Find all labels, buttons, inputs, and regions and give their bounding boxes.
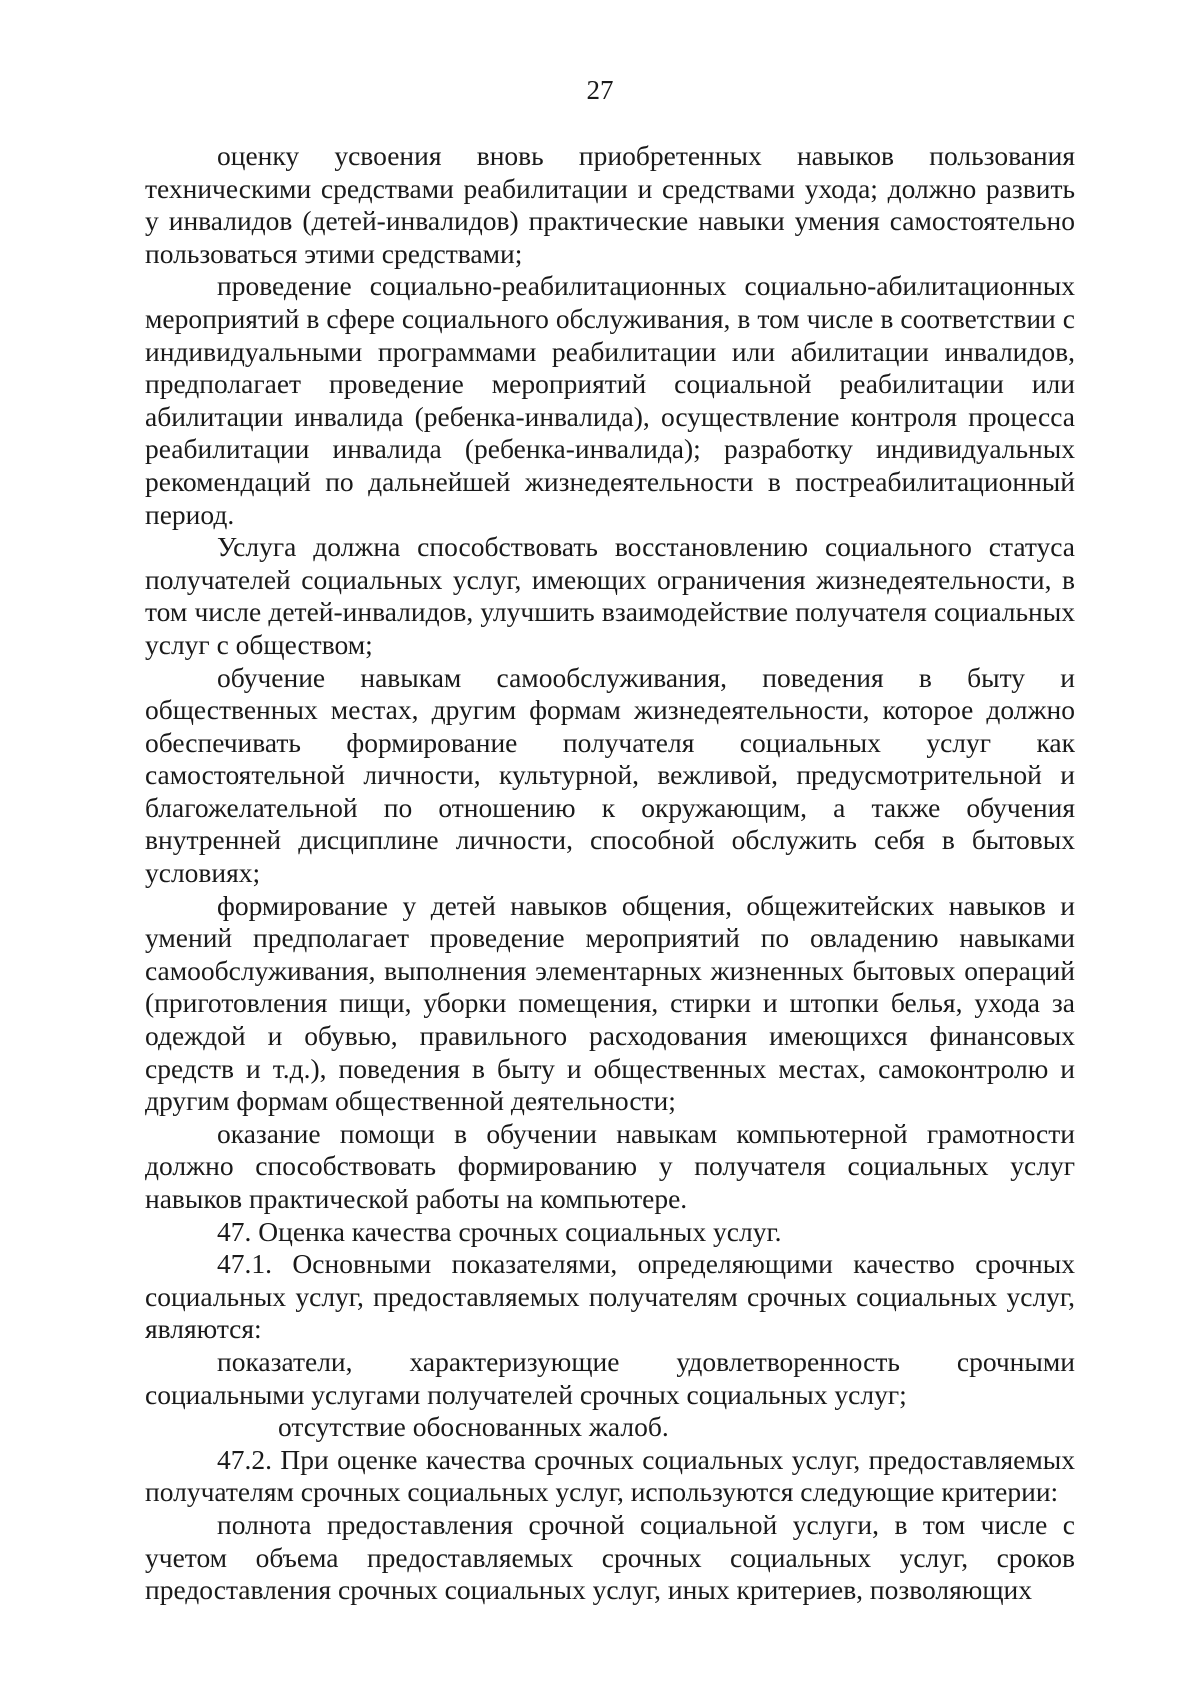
paragraph-rehabilitation-measures: проведение социально-реабилитационных социально-абилитационных мероприятий в сфере социального обслуживания, в том числе в соответствии с индивидуальными программами реабилитации или абилитации инвалидов, предполагает проведение мероприятий социальной реабилитации или абилитации инвалида (ребенка-инвалида), осуществление контроля процесса реабилитации инвалида (ребенка-инвалида); разработку индивидуальных рекомендаций по дальнейшей жизнедеятельности в постреабилитационный период. (145, 270, 1075, 530)
paragraph-children-communication-skills: формирование у детей навыков общения, общежитейских навыков и умений предполагает проведение мероприятий по овладению навыками самообслуживания, выполнения элементарных жизненных бытовых операций (приготовления пищи, уборки помещения, стирки и штопки белья, ухода за одеждой и обувью, правильного расходования имеющихся финансовых средств и т.д.), поведения в быту и общественных местах, самоконтролю и другим формам общественной деятельности; (145, 889, 1075, 1117)
paragraph-computer-literacy: оказание помощи в обучении навыкам компьютерной грамотности должно способствовать формированию у получателя социальных услуг навыков практической работы на компьютере. (145, 1117, 1075, 1214)
paragraph-social-status-restoration: Услуга должна способствовать восстановлению социального статуса получателей социальных услуг, имеющих ограничения жизнедеятельности, в том числе детей-инвалидов, улучшить взаимодействие получателя социальных услуг с обществом; (145, 531, 1075, 660)
paragraph-completeness-criteria: полнота предоставления срочной социальной услуги, в том числе с учетом объема предоставляемых срочных социальных услуг, сроков предоставления срочных социальных услуг, иных критериев, позволяющих (145, 1508, 1075, 1606)
paragraph-section-47-2: 47.2. При оценке качества срочных социальных услуг, предоставляемых получателям срочных социальных услуг, используются следующие критерии: (145, 1443, 1075, 1508)
paragraph-self-care-training: обучение навыкам самообслуживания, поведения в быту и общественных местах, другим формам жизнедеятельности, которое должно обеспечивать формирование получателя социальных услуг как самостоятельной личности, культурной, вежливой, предусмотрительной и благожелательной по отношению к окружающим, а также обучения внутренней дисциплине личности, способной обслужить себя в бытовых условиях; (145, 661, 1075, 889)
page-number: 27 (586, 75, 614, 105)
paragraph-section-47-1: 47.1. Основными показателями, определяющими качество срочных социальных услуг, предоставляемых получателям срочных социальных услуг, являются: (145, 1248, 1075, 1345)
paragraph-no-complaints: отсутствие обоснованных жалоб. (278, 1411, 669, 1443)
paragraph-satisfaction-indicators: показатели, характеризующие удовлетворенность срочными социальными услугами получателей срочных социальных услуг; (145, 1345, 1075, 1410)
document-body (145, 140, 1075, 1607)
paragraph-section-47-heading: 47. Оценка качества срочных социальных услуг. (217, 1215, 782, 1247)
paragraph-assistive-devices-training: оценку усвоения вновь приобретенных навыков пользования техническими средствами реабилитации и средствами ухода; должно развить у инвалидов (детей-инвалидов) практические навыки умения самостоятельно пользоваться этими средствами; (145, 140, 1075, 269)
